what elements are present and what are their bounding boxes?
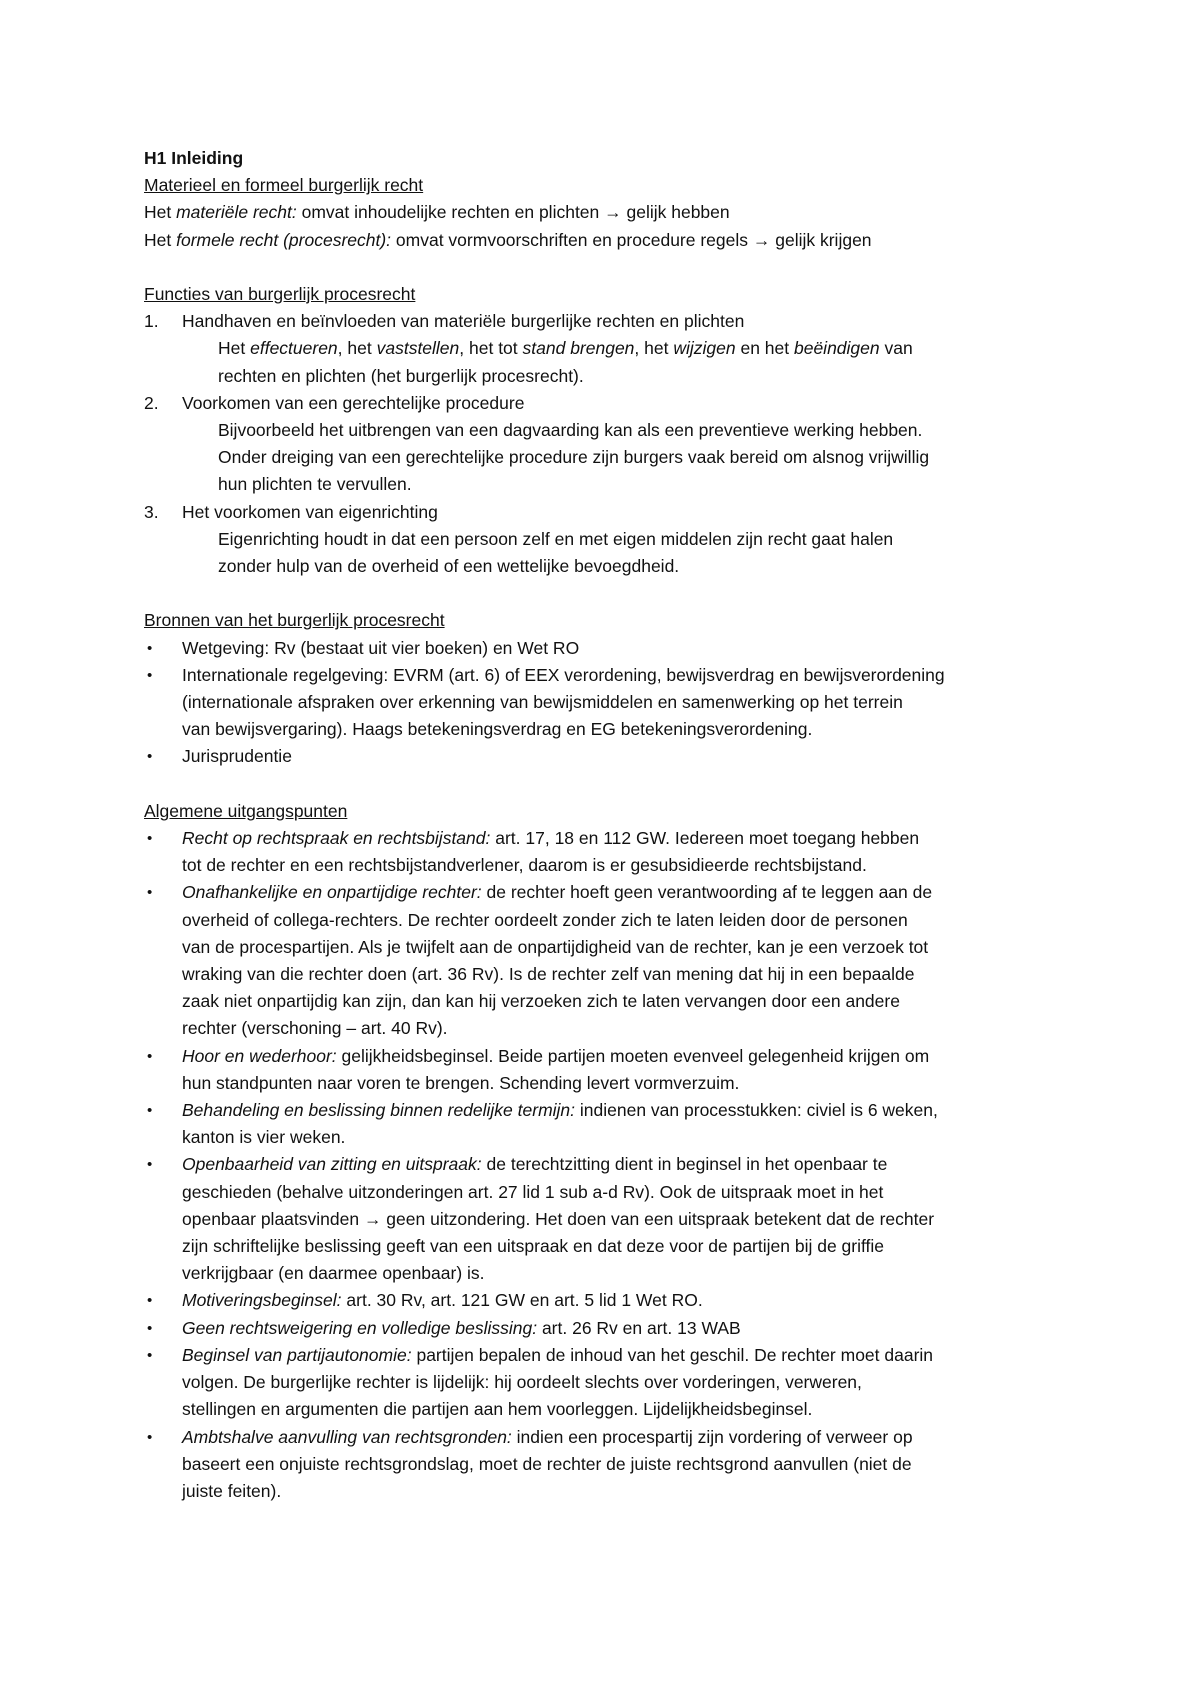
bullet-text: (internationale afspraken over erkenning van bewijsmiddelen en samenwerking op het terrein xyxy=(182,692,903,713)
bullet-icon: • xyxy=(147,884,153,902)
spacer xyxy=(144,771,1074,798)
sub-text-line: Het effectueren, het vaststellen, het tot stand brengen, het wijzigen en het beëindigen van xyxy=(218,338,913,359)
bullet-text: Behandeling en beslissing binnen redelijke termijn: indienen van processtukken: civiel is 6 weken, xyxy=(182,1100,938,1121)
bullet-item xyxy=(144,879,1074,1042)
bullet-item xyxy=(144,1151,1074,1287)
bullet-text: openbaar plaatsvinden → geen uitzondering. Het doen van een uitspraak betekent dat de rechter xyxy=(182,1208,935,1229)
bullet-icon: • xyxy=(147,639,153,657)
list-item-text: Het voorkomen van eigenrichting xyxy=(182,501,438,522)
bullet-text: stellingen en argumenten die partijen aan hem voorleggen. Lijdelijkheidsbeginsel. xyxy=(182,1399,813,1420)
bullet-text: Hoor en wederhoor: gelijkheidsbeginsel. Beide partijen moeten evenveel gelegenheid krijgen om xyxy=(182,1045,930,1066)
bullet-item xyxy=(144,743,1074,770)
bullet-icon: • xyxy=(147,1292,153,1310)
formele-recht-line: Het formele recht (procesrecht): omvat vormvoorschriften en procedure regels → gelijk krijgen xyxy=(144,229,872,250)
spacer xyxy=(144,580,1074,607)
sub-text-line: Onder dreiging van een gerechtelijke procedure zijn burgers vaak bereid om alsnog vrijwillig xyxy=(218,447,930,468)
bullet-text: Geen rechtsweigering en volledige beslissing: art. 26 Rv en art. 13 WAB xyxy=(182,1317,741,1338)
bullet-text: wraking van die rechter doen (art. 36 Rv). Is de rechter zelf van mening dat hij in een bepaalde xyxy=(182,964,915,985)
bullet-text: verkrijgbaar (en daarmee openbaar) is. xyxy=(182,1263,485,1284)
bullet-icon: • xyxy=(147,1319,153,1337)
bullet-item xyxy=(144,1342,1074,1424)
bullet-item xyxy=(144,825,1074,879)
spacer xyxy=(144,254,1074,281)
bullet-item xyxy=(144,1315,1074,1342)
bullet-text: juiste feiten). xyxy=(182,1480,282,1501)
list-item-text: Handhaven en beïnvloeden van materiële burgerlijke rechten en plichten xyxy=(182,311,745,332)
bullet-text: tot de rechter en een rechtsbijstandverlener, daarom is er gesubsidieerde rechtsbijstand. xyxy=(182,855,867,876)
bullet-icon: • xyxy=(147,1102,153,1120)
bullet-icon: • xyxy=(147,748,153,766)
bullet-icon: • xyxy=(147,830,153,848)
section-title-algemene: Algemene uitgangspunten xyxy=(144,800,348,821)
bullet-text: Wetgeving: Rv (bestaat uit vier boeken) en Wet RO xyxy=(182,637,580,658)
sub-text-line: Eigenrichting houdt in dat een persoon zelf en met eigen middelen zijn recht gaat halen xyxy=(218,528,894,549)
bullet-text: Ambtshalve aanvulling van rechtsgronden: indien een procespartij zijn vordering of verweer op xyxy=(182,1426,913,1447)
bullet-icon: • xyxy=(147,1428,153,1446)
bullet-text: Onafhankelijke en onpartijdige rechter: de rechter hoeft geen verantwoording af te leggen aan de xyxy=(182,882,933,903)
list-item-text: Voorkomen van een gerechtelijke procedure xyxy=(182,392,525,413)
bullet-text: baseert een onjuiste rechtsgrondslag, moet de rechter de juiste rechtsgrond aanvullen (niet de xyxy=(182,1453,912,1474)
section-title-functies: Functies van burgerlijk procesrecht xyxy=(144,284,416,304)
section-title-bronnen: Bronnen van het burgerlijk procesrecht xyxy=(144,610,445,631)
bullet-text: zijn schriftelijke beslissing geeft van een uitspraak en dat deze voor de partijen bij de griffie xyxy=(182,1236,885,1257)
bullet-text: kanton is vier weken. xyxy=(182,1127,346,1148)
bullet-icon: • xyxy=(147,1047,153,1065)
section-title-materieel: Materieel en formeel burgerlijk recht xyxy=(144,175,424,196)
document-body xyxy=(144,145,1074,1505)
bullet-item xyxy=(144,1097,1074,1151)
bullet-text: Motiveringsbeginsel: art. 30 Rv, art. 121 GW en art. 5 lid 1 Wet RO. xyxy=(182,1290,703,1311)
bullet-icon: • xyxy=(147,1156,153,1174)
sub-text-line: Bijvoorbeeld het uitbrengen van een dagvaarding kan als een preventieve werking hebben. xyxy=(218,420,923,441)
list-item xyxy=(144,499,1074,526)
sub-text-line: zonder hulp van de overheid of een wettelijke bevoegdheid. xyxy=(218,556,680,577)
sub-text-line: hun plichten te vervullen. xyxy=(218,474,412,495)
bullet-text: rechter (verschoning – art. 40 Rv). xyxy=(182,1018,448,1039)
sub-text-line: rechten en plichten (het burgerlijk procesrecht). xyxy=(218,365,584,386)
bullet-text: Recht op rechtspraak en rechtsbijstand: art. 17, 18 en 112 GW. Iedereen moet toegang hebben xyxy=(182,828,920,849)
bullet-icon: • xyxy=(147,1346,153,1364)
bullet-icon: • xyxy=(147,666,153,684)
list-number: 3. xyxy=(144,501,159,522)
bullet-text: hun standpunten naar voren te brengen. Schending levert vormverzuim. xyxy=(182,1072,740,1093)
bullet-text: Beginsel van partijautonomie: partijen bepalen de inhoud van het geschil. De rechter moet daarin xyxy=(182,1344,934,1365)
list-item xyxy=(144,308,1074,335)
bullet-text: geschieden (behalve uitzonderingen art. 27 lid 1 sub a-d Rv). Ook de uitspraak moet in het xyxy=(182,1181,884,1202)
materieel-recht-line: Het materiële recht: omvat inhoudelijke rechten en plichten → gelijk hebben xyxy=(144,202,730,223)
list-number: 1. xyxy=(144,311,159,332)
bullet-text: Openbaarheid van zitting en uitspraak: de terechtzitting dient in beginsel in het openbaar te xyxy=(182,1154,888,1175)
bullet-item xyxy=(144,1287,1074,1314)
bullet-item xyxy=(144,635,1074,662)
bullet-text: van bewijsvergaring). Haags betekeningsverdrag en EG betekeningsverordening. xyxy=(182,719,813,740)
list-item xyxy=(144,390,1074,417)
bullet-text: zaak niet onpartijdig kan zijn, dan kan hij verzoeken zich te laten vervangen door een andere xyxy=(182,991,900,1012)
bullet-item xyxy=(144,1043,1074,1097)
bullet-item xyxy=(144,662,1074,744)
bullet-text: van de procespartijen. Als je twijfelt aan de onpartijdigheid van de rechter, kan je een verzoek tot xyxy=(182,936,929,957)
bullet-text: volgen. De burgerlijke rechter is lijdelijk: hij oordeelt slechts over vorderingen, verweren, xyxy=(182,1372,862,1393)
bullet-text: overheid of collega-rechters. De rechter oordeelt zonder zich te laten leiden door de personen xyxy=(182,909,908,930)
chapter-heading: H1 Inleiding xyxy=(144,148,244,168)
bullet-text: Jurisprudentie xyxy=(182,746,292,767)
bullet-item xyxy=(144,1424,1074,1506)
bullet-text: Internationale regelgeving: EVRM (art. 6) of EEX verordening, bewijsverdrag en bewijsverordening xyxy=(182,664,945,685)
list-number: 2. xyxy=(144,392,159,413)
